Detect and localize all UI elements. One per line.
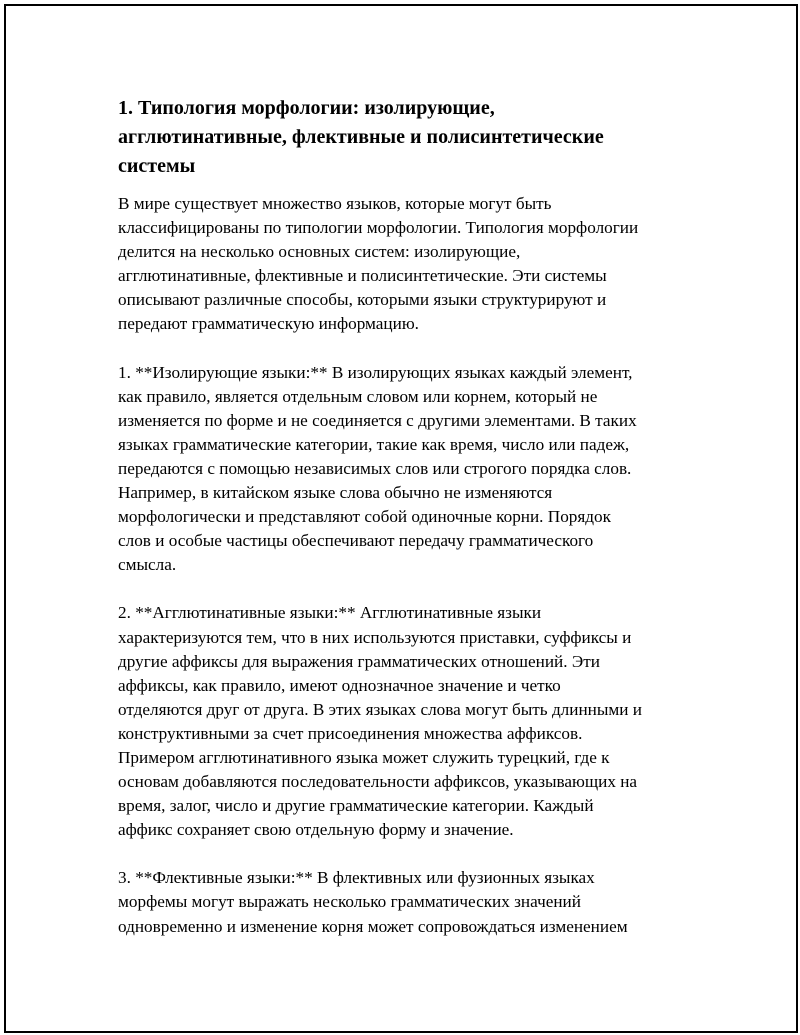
text-line: аффиксы, как правило, имеют однозначное значение и четко [118,675,561,695]
heading-line: агглютинативные, флективные и полисинтетические [118,126,604,148]
text-line: передаются с помощью независимых слов или строгого порядка слов. [118,458,632,478]
text-line: передают грамматическую информацию. [118,314,419,334]
text-line: морфологически и представляют собой одиночные корни. Порядок [118,507,611,527]
text-line: В мире существует множество языков, которые могут быть [118,194,552,213]
text-line: как правило, является отдельным словом или корнем, который не [118,386,598,406]
text-line: Например, в китайском языке слова обычно не изменяются [118,483,553,503]
text-line: изменяется по форме и не соединяется с другими элементами. В таких [118,410,637,430]
text-line: основам добавляются последовательности аффиксов, указывающих на [118,772,638,792]
text-line: классифицированы по типологии морфологии. Типология морфологии [118,218,639,238]
section-heading [118,94,688,181]
text-line: отделяются друг от друга. В этих языках слова могут быть длинными и [118,699,642,719]
document-body [118,94,688,963]
text-line: конструктивными за счет присоединения множества аффиксов. [118,723,583,743]
isolating-languages-paragraph [118,361,688,578]
text-line: характеризуются тем, что в них используются приставки, суффиксы и [118,627,632,647]
intro-paragraph [118,192,688,337]
text-line: смысла. [118,555,177,575]
text-line: Примером агглютинативного языка может служить турецкий, где к [118,747,610,767]
heading-line: 1. Типология морфологии: изолирующие, [118,97,495,119]
text-line: 1. **Изолирующие языки:** В изолирующих языках каждый элемент, [118,362,633,382]
text-line: морфемы могут выражать несколько грамматических значений [118,892,581,912]
text-line: агглютинативные, флективные и полисинтетические. Эти системы [118,266,607,286]
text-line: слов и особые частицы обеспечивают передачу грамматического [118,531,594,551]
text-line: аффикс сохраняет свою отдельную форму и значение. [118,820,514,840]
text-line: другие аффиксы для выражения грамматических отношений. Эти [118,651,600,671]
text-line: время, залог, число и другие грамматические категории. Каждый [118,796,594,816]
text-line: одновременно и изменение корня может сопровождаться изменением [118,916,628,936]
heading-line: системы [118,155,196,177]
agglutinative-languages-paragraph [118,601,688,842]
text-line: 2. **Агглютинативные языки:** Агглютинативные языки [118,603,542,623]
text-line: языках грамматические категории, такие как время, число или падеж, [118,434,630,454]
text-line: 3. **Флективные языки:** В флективных или фузионных языках [118,868,595,888]
text-line: делится на несколько основных систем: изолирующие, [118,242,521,262]
text-line: описывают различные способы, которыми языки структурируют и [118,290,607,310]
fusional-languages-paragraph [118,866,688,938]
